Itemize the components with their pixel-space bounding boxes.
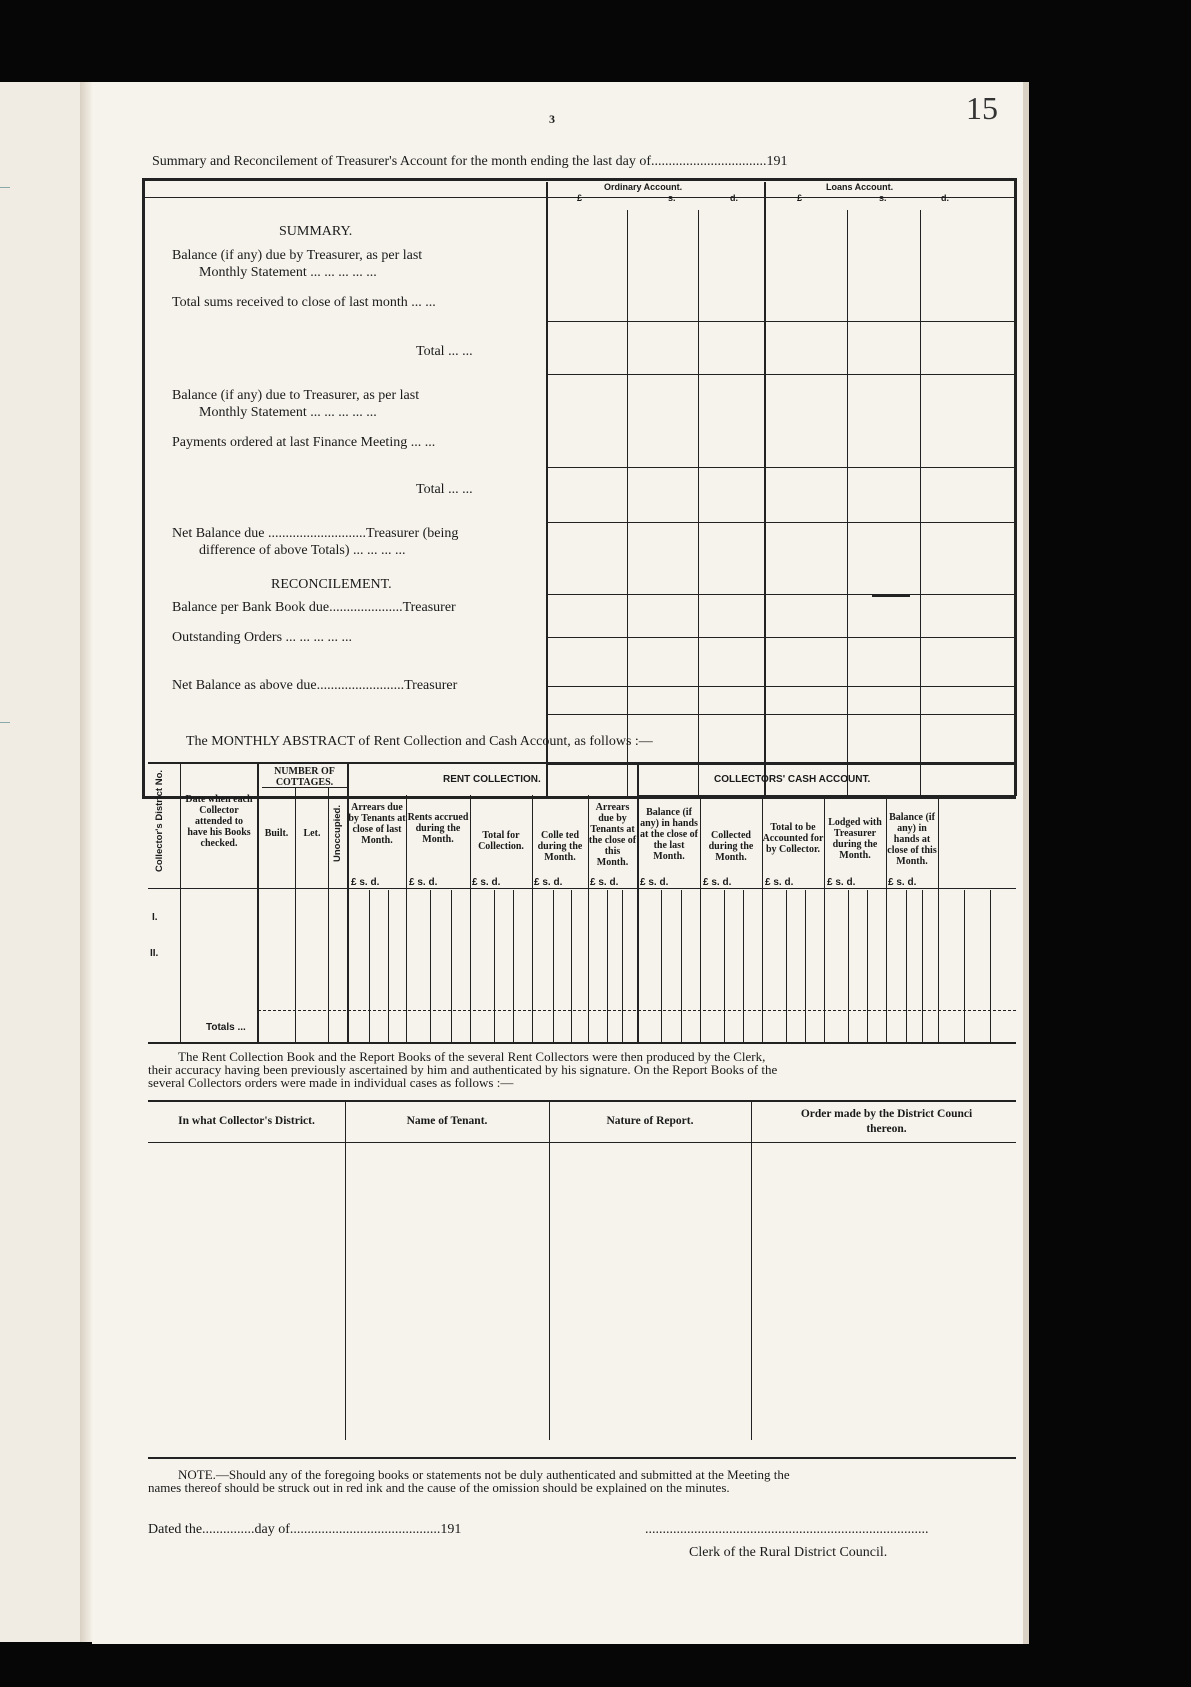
page-edge: [1023, 82, 1029, 1644]
rent-col-header: Arrears due by Tenants at close of last Month.: [348, 802, 406, 846]
rule: [627, 210, 628, 796]
rule: [148, 762, 1016, 764]
rule: [553, 890, 554, 1042]
rule: [451, 890, 452, 1042]
rule: [142, 796, 1016, 799]
rule: [546, 467, 1014, 468]
signature-line: .................................................................................: [645, 1522, 929, 1537]
rent-col-header: Colle ted during the Month.: [537, 830, 583, 863]
rule: [964, 890, 965, 1042]
rule: [513, 890, 514, 1042]
rule: [698, 210, 699, 796]
lsd-header: £ s. d.: [765, 877, 794, 888]
page-fragment-line: [0, 187, 10, 188]
summary-row-label: Total ... ...: [416, 344, 473, 359]
rule: [938, 795, 939, 1042]
rule: [295, 787, 296, 1042]
abstract-intro: The MONTHLY ABSTRACT of Rent Collection and Cash Account, as follows :—: [186, 734, 653, 749]
rule: [1014, 178, 1017, 796]
lsd-header: £ s. d.: [534, 877, 563, 888]
rule: [546, 594, 1014, 595]
summary-row-label: Monthly Statement ... ... ... ... ...: [199, 265, 377, 280]
rule: [546, 182, 548, 796]
lsd-header: £ s. d.: [472, 877, 501, 888]
cash-col-header: Balance (if any) in hands at close of this Month.: [887, 812, 937, 867]
rule: [546, 374, 1014, 375]
tenant-column-header: Name of Tenant.: [406, 1115, 488, 1127]
district-row-label: I.: [152, 912, 158, 923]
rule: [430, 890, 431, 1042]
shilling-header: s.: [668, 193, 676, 203]
rule: [867, 890, 868, 1042]
handwritten-page-number: 15: [966, 90, 998, 126]
order-column-header: thereon.: [866, 1123, 907, 1135]
summary-row-label: Total ... ...: [416, 482, 473, 497]
report-paragraph-line: The Rent Collection Book and the Report Books of the several Rent Collectors were then produced by the Clerk,: [178, 1049, 766, 1064]
rule: [872, 594, 910, 597]
rule: [180, 762, 181, 1042]
rule: [142, 178, 1016, 181]
rule: [388, 890, 389, 1042]
shilling-header: s.: [879, 193, 887, 203]
totals-row-label: Totals ...: [206, 1022, 246, 1033]
summary-row-label: Total sums received to close of last month ... ...: [172, 295, 436, 310]
loans-account-header: Loans Account.: [826, 182, 894, 192]
cash-account-header: COLLECTORS' CASH ACCOUNT.: [714, 774, 871, 785]
unoccupied-header: Unoccupied.: [332, 804, 343, 862]
order-column-header: Order made by the District Counci: [800, 1108, 973, 1120]
rule: [588, 795, 589, 1042]
district-column-header: In what Collector's District.: [178, 1115, 315, 1127]
report-paragraph-line: several Collectors orders were made in individual cases as follows :—: [148, 1075, 514, 1090]
cash-col-header: Total to be Accounted for by Collector.: [762, 822, 824, 855]
rule: [805, 890, 806, 1042]
rule: [607, 890, 608, 1042]
rule: [622, 890, 623, 1042]
rule: [571, 890, 572, 1042]
lsd-header: £ s. d.: [888, 877, 917, 888]
reconcilement-title: RECONCILEMENT.: [271, 577, 392, 592]
rule: [328, 787, 329, 1042]
summary-row-label: Net Balance as above due.........................Treasurer: [172, 678, 458, 693]
cash-col-header: Collected during the Month.: [708, 830, 754, 863]
rule: [546, 686, 1014, 687]
summary-row-label: Net Balance due ............................Treasurer (being: [172, 526, 459, 541]
lsd-header: £ s. d.: [703, 877, 732, 888]
page-fragment-line: [0, 722, 10, 723]
rule: [848, 890, 849, 1042]
rule: [751, 1100, 752, 1440]
lsd-header: £ s. d.: [640, 877, 669, 888]
pence-header: d.: [941, 193, 949, 203]
rule: [906, 890, 907, 1042]
pence-header: d.: [730, 193, 738, 203]
adjacent-page-edge: [0, 82, 82, 1642]
cottages-group-header: NUMBER OF COTTAGES.: [274, 766, 335, 788]
let-header: Let.: [303, 828, 321, 839]
rule: [369, 890, 370, 1042]
page-heading: Summary and Reconcilement of Treasurer's Account for the month ending the last day of.................................191: [152, 154, 788, 169]
lsd-header: £ s. d.: [590, 877, 619, 888]
rule: [920, 210, 921, 796]
ordinary-account-header: Ordinary Account.: [604, 182, 683, 192]
cash-col-header: Balance (if any) in hands at the close of the last Month.: [639, 807, 699, 862]
note-line: NOTE.—Should any of the foregoing books or statements not be duly authenticated and submitted at the Meeting the: [178, 1467, 790, 1482]
rule: [637, 762, 639, 1042]
summary-row-label: Balance (if any) due to Treasurer, as per last: [172, 388, 420, 403]
report-paragraph-line: their accuracy having been previously ascertained by him and authenticated by his signature. On the Report Books of the: [148, 1062, 778, 1077]
rule: [546, 522, 1014, 523]
rule: [494, 890, 495, 1042]
rule: [700, 795, 701, 1042]
rule: [762, 795, 763, 1042]
built-header: Built.: [264, 828, 289, 839]
rule: [637, 795, 1016, 796]
rule: [922, 890, 923, 1042]
clerk-caption: Clerk of the Rural District Council.: [689, 1545, 888, 1560]
rule: [345, 1100, 346, 1440]
summary-row-label: Balance per Bank Book due.....................Treasurer: [172, 600, 456, 615]
rule: [786, 890, 787, 1042]
summary-row-label: Payments ordered at last Finance Meeting ... ...: [172, 435, 436, 450]
pound-header: £: [797, 193, 803, 203]
rule: [142, 178, 145, 796]
pound-header: £: [577, 193, 583, 203]
rule: [532, 795, 533, 1042]
rule: [546, 764, 1014, 765]
rule: [546, 321, 1014, 322]
rule: [148, 1042, 1016, 1044]
lsd-header: £ s. d.: [351, 877, 380, 888]
summary-row-label: Monthly Statement ... ... ... ... ...: [199, 405, 377, 420]
rule: [549, 1100, 550, 1440]
rule: [847, 210, 848, 796]
district-row-label: II.: [150, 948, 159, 959]
nature-column-header: Nature of Report.: [606, 1115, 694, 1127]
binding-gutter: [80, 82, 92, 1642]
summary-row-label: Outstanding Orders ... ... ... ... ...: [172, 630, 353, 645]
rule: [724, 890, 725, 1042]
rule: [148, 1142, 1016, 1143]
rule: [743, 890, 744, 1042]
lsd-header: £ s. d.: [827, 877, 856, 888]
dated-line: Dated the...............day of...........................................191: [148, 1522, 462, 1537]
summary-title: SUMMARY.: [279, 224, 353, 239]
cash-col-header: Lodged with Treasurer during the Month.: [828, 817, 882, 861]
note-line: names thereof should be struck out in red ink and the cause of the omission should be explained on the minutes.: [148, 1480, 730, 1495]
date-checked-header: Date when each Collector attended to have his Books checked.: [185, 794, 253, 849]
rent-col-header: Arrears due by Tenants at the close of this Month.: [588, 802, 637, 868]
rule: [824, 795, 825, 1042]
rent-col-header: Total for Collection.: [478, 830, 524, 852]
rule: [546, 714, 1014, 715]
rule: [681, 890, 682, 1042]
rent-col-header: Rents accrued during the Month.: [407, 812, 469, 845]
printed-page-number: 3: [549, 112, 555, 126]
summary-row-label: difference of above Totals) ... ... ... ...: [199, 543, 406, 558]
rule: [661, 890, 662, 1042]
summary-row-label: Balance (if any) due by Treasurer, as per last: [172, 248, 423, 263]
rule: [406, 795, 407, 1042]
rent-collection-header: RENT COLLECTION.: [443, 774, 541, 785]
collector-no-header: Collector's District No.: [154, 769, 165, 872]
rule: [470, 795, 471, 1042]
rule: [148, 1457, 1016, 1459]
rule: [764, 182, 766, 796]
rule: [148, 1100, 1016, 1102]
rule: [990, 890, 991, 1042]
lsd-header: £ s. d.: [409, 877, 438, 888]
document-page: [92, 82, 1023, 1644]
rule: [257, 762, 259, 1042]
rule: [886, 795, 887, 1042]
rule: [546, 637, 1014, 638]
